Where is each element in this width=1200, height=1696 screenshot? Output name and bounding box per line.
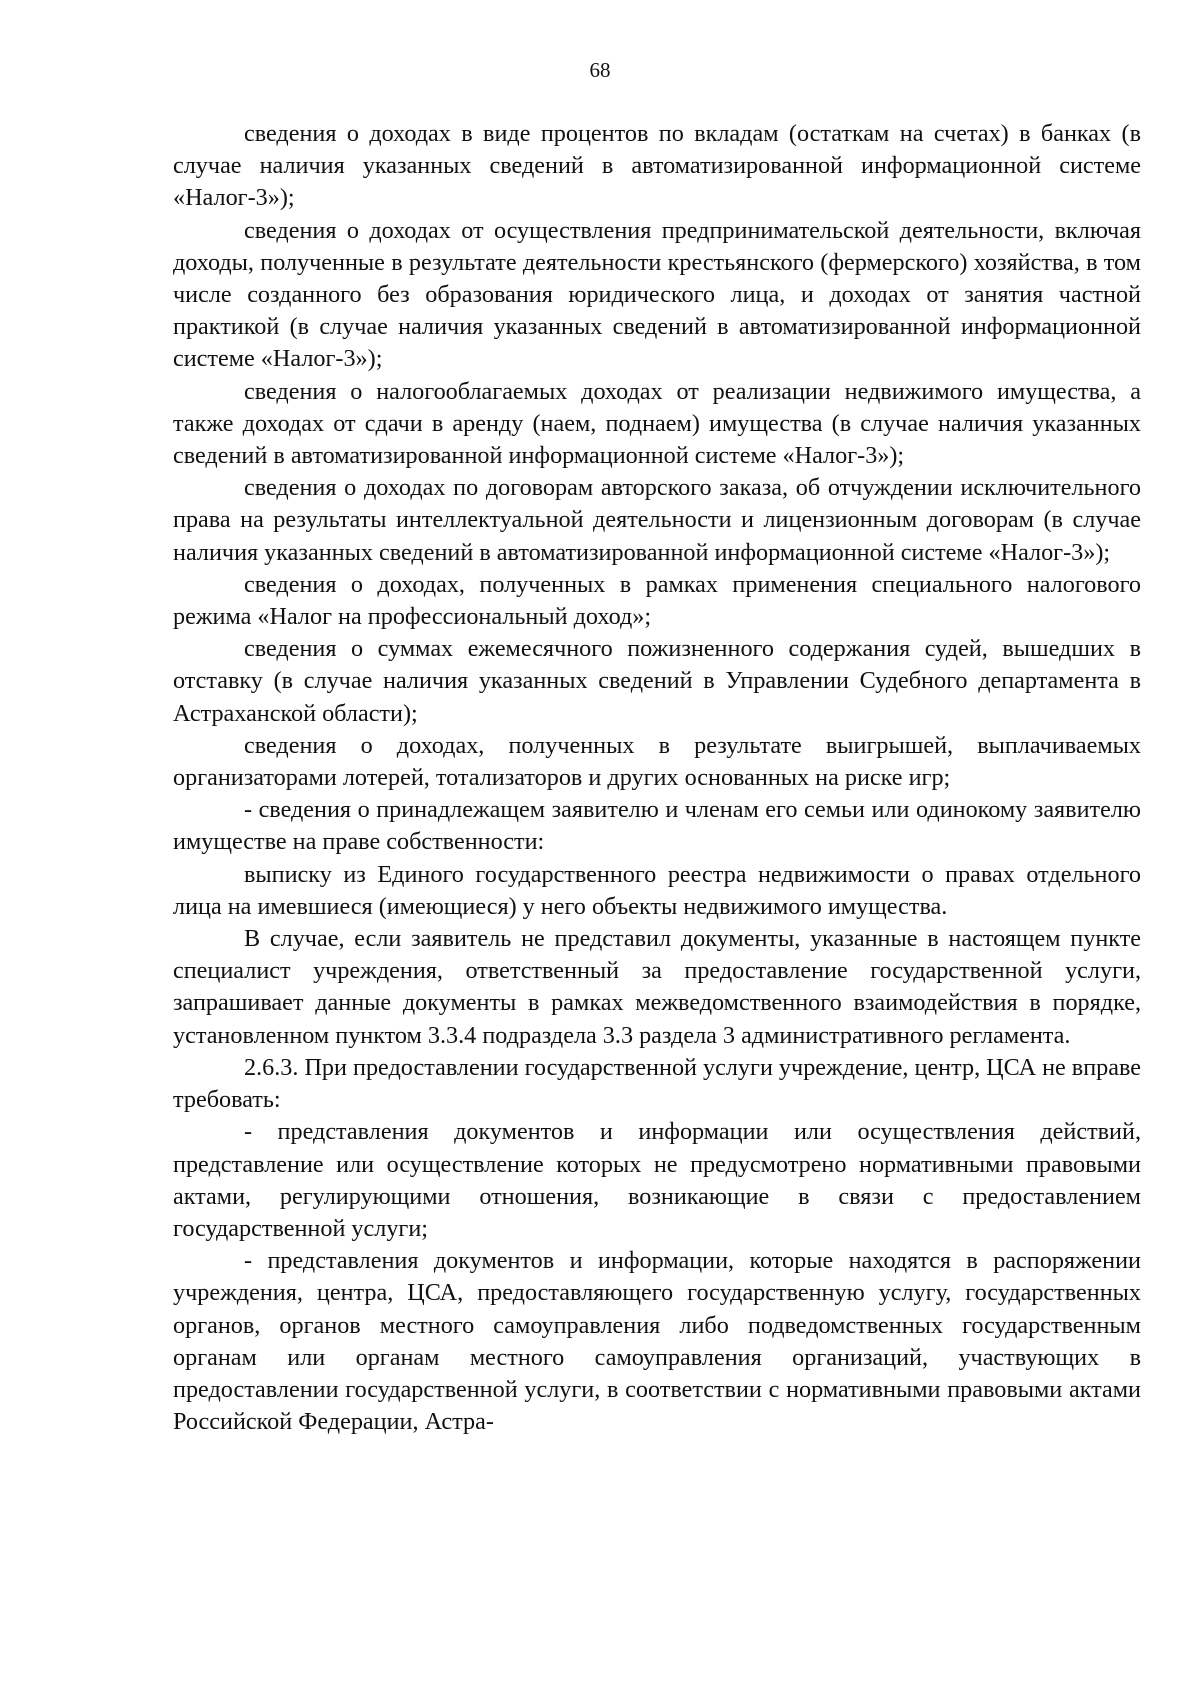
paragraph-business-income: сведения о доходах от осуществления предпринимательской деятельности, включая доходы, полученные в результате деятельности крестьянского (фермерского) хозяйства, в том числе созданного без образования юридического лица, и доходах от занятия частной практикой (в случае наличия указанных сведений в автоматизированной информационной системе «Налог-3»); <box>173 216 1141 373</box>
page-number: 68 <box>589 58 611 82</box>
paragraph-interest-income: сведения о доходах в виде процентов по вкладам (остаткам на счетах) в банках (в случае наличия указанных сведений в автоматизированной информационной системе «Налог-3»); <box>173 120 1141 212</box>
paragraph-property-ownership: - сведения о принадлежащем заявителю и членам его семьи или одинокому заявителю имуществе на праве собственности: <box>173 796 1141 856</box>
paragraph-real-estate-extract: выписку из Единого государственного реестра недвижимости о правах отдельного лица на имевшиеся (имеющиеся) у него объекты недвижимого имущества. <box>173 860 1141 920</box>
body-text <box>173 118 1141 1438</box>
paragraph-retired-judges-allowance: сведения о суммах ежемесячного пожизненного содержания судей, вышедших в отставку (в случае наличия указанных сведений в Управлении Судебного департамента в Астраханской области); <box>173 635 1141 727</box>
paragraph-section-2-6-3: 2.6.3. При предоставлении государственной услуги учреждение, центр, ЦСА не вправе требовать: <box>173 1053 1142 1114</box>
paragraph-property-sale-income: сведения о налогооблагаемых доходах от реализации недвижимого имущества, а также доходах от сдачи в аренду (наем, поднаем) имущества (в случае наличия указанных сведений в автоматизированной информационной системе «Налог-3»); <box>173 377 1141 470</box>
paragraph-not-required-documents: - представления документов и информации, которые находятся в распоряжении учреждения, центра, ЦСА, предоставляющего государственную услугу, государственных органов, органов местного самоуправления либо подведомственных государственным органам или органам местного самоуправления организаций, участвующих в предоставлении государственной услуги, в соответствии с нормативными правовыми актами Российской Федерации, Астра- <box>173 1247 1141 1436</box>
paragraph-winnings-income: сведения о доходах, полученных в результате выигрышей, выплачиваемых организаторами лотерей, тотализаторов и других основанных на риске игр; <box>173 731 1141 792</box>
paragraph-professional-income-tax: сведения о доходах, полученных в рамках применения специального налогового режима «Налог на профессиональный доход»; <box>173 570 1141 631</box>
paragraph-interagency-request: В случае, если заявитель не представил документы, указанные в настоящем пункте специалист учреждения, ответственный за предоставление государственной услуги, запрашивает данные документы в рамках межведомственного взаимодействия в порядке, установленном пунктом 3.3.4 подраздела 3.3 раздела 3 административного регламента. <box>173 925 1141 1049</box>
paragraph-copyright-income: сведения о доходах по договорам авторского заказа, об отчуждении исключительного права на результаты интеллектуальной деятельности и лицензионным договорам (в случае наличия указанных сведений в автоматизированной информационной системе «Налог-3»); <box>173 474 1141 566</box>
paragraph-not-required-actions: - представления документов и информации или осуществления действий, представление или осуществление которых не предусмотрено нормативными правовыми актами, регулирующими отношения, возникающие в связи с предоставлением государственной услуги; <box>173 1118 1141 1242</box>
